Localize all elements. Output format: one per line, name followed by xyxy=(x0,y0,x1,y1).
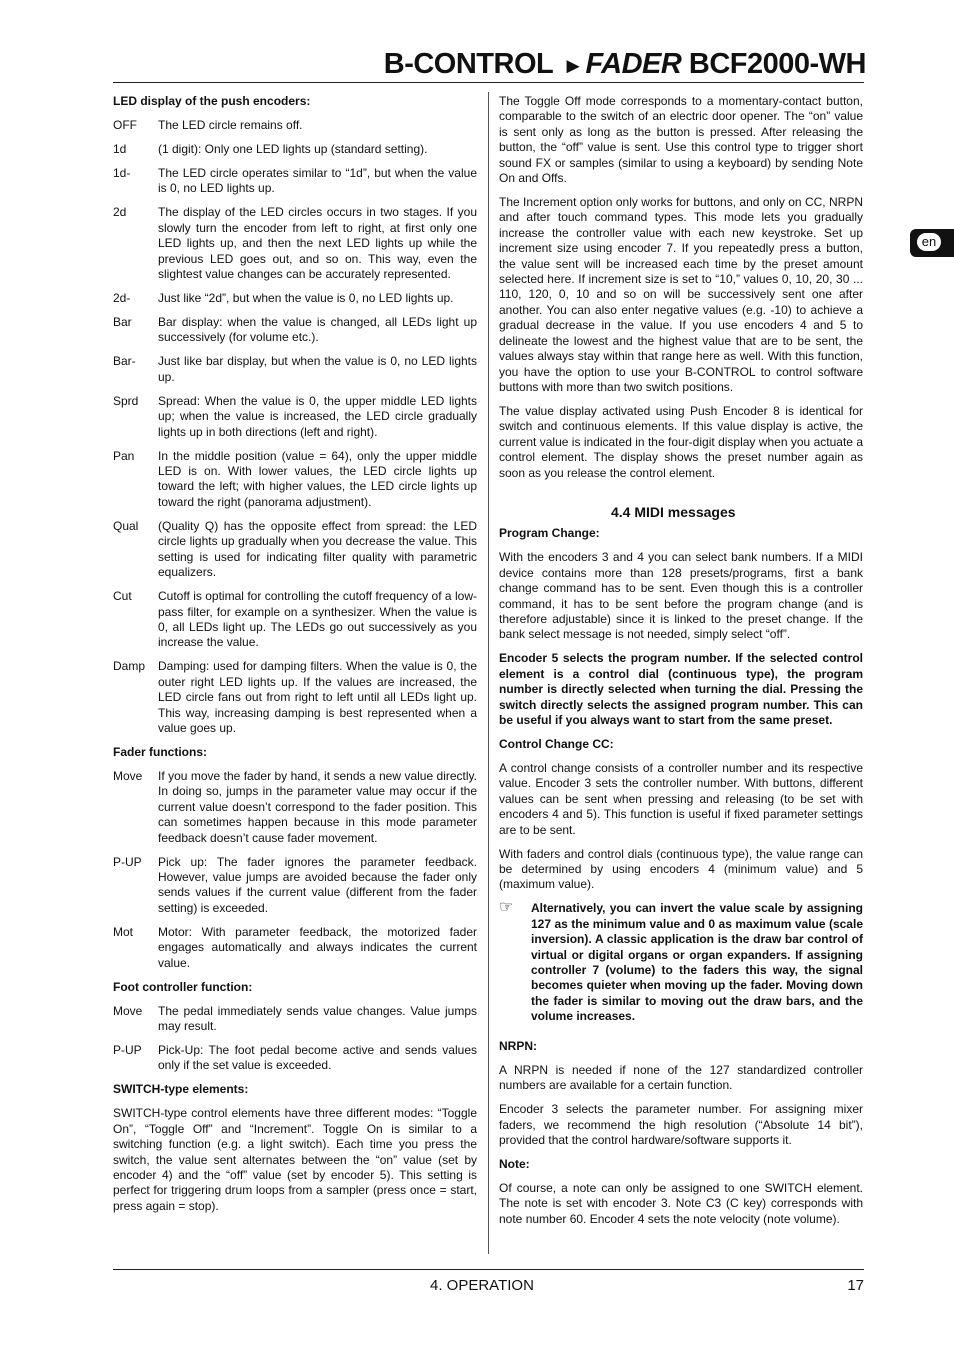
pointing-hand-icon: ☞ xyxy=(499,899,514,917)
program-change-heading: Program Change: xyxy=(499,526,600,541)
entry-description: Cutoff is optimal for controlling the cutoff frequency of a low-pass filter, for example on a synthesizer. When the value is 0, all LEDs light up. The LEDs go out successively as you increase the value. xyxy=(158,589,477,650)
footer-divider xyxy=(113,1269,864,1270)
fader-function-list xyxy=(113,769,477,971)
entry-description: Just like bar display, but when the value is 0, no LED lights up. xyxy=(158,354,477,384)
entry-term: 2d xyxy=(113,205,127,220)
program-change-bold: Encoder 5 selects the program number. If the selected control element is a control dial (continuous type), the program number is directly selected when turning the dial. Pressing the switch directly selects the assigned program number. This can be useful if you always want to start from the same preset. xyxy=(499,651,863,727)
control-change-text-2: With faders and control dials (continuous type), the value range can be determined by using encoders 4 (minimum value) and 5 (maximum value). xyxy=(499,846,863,892)
foot-controller-heading: Foot controller function: xyxy=(113,979,253,994)
entry-term: 1d- xyxy=(113,166,131,180)
entry-term: Move xyxy=(113,1003,143,1018)
column-divider xyxy=(488,92,489,1254)
definition-entry xyxy=(113,769,477,846)
switch-elements-text: SWITCH-type control elements have three different modes: “Toggle On”, “Toggle Off” and “Increment”. Toggle On is similar to a switching function (e.g. a light switch). Each time you press the switch, the value sent alternates between the “on” value (set by encoder 4) and the “off” value (set by encoder 5). This setting is perfect for triggering drum loops from a sampler (press once = start, press again = stop). xyxy=(113,1106,477,1213)
entry-description: Spread: When the value is 0, the upper middle LED lights up; when the value is increased, the LED circle gradually lights up in both directions (left and right). xyxy=(158,393,477,439)
right-column xyxy=(499,94,863,1236)
entry-description: Just like “2d”, but when the value is 0, no LED lights up. xyxy=(158,291,454,306)
switch-elements-heading: SWITCH-type elements: xyxy=(113,1082,249,1097)
program-change-text: With the encoders 3 and 4 you can select bank numbers. If a MIDI device contains more than 128 presets/programs, first a bank change command has to be sent. Even though this is a controller command, it has to be sent before the program change (and is therefore adjustable) since it is linked to the preset change. If the bank select message is not needed, simply select “off”. xyxy=(499,550,863,642)
control-change-text: A control change consists of a controller number and its respective value. Encoder 3 sets the controller number. With buttons, different values can be sent when pressing and releasing (to be set with encoders 4 and 5). This function is useful if fixed parameter settings are to be sent. xyxy=(499,761,863,837)
header-divider xyxy=(113,82,864,83)
entry-term: Cut xyxy=(113,589,132,604)
nrpn-text-2: Encoder 3 selects the parameter number. For assigning mixer faders, we recommend the high resolution (“Absolute 14 bit”), provided that the control hardware/software supports it. xyxy=(499,1102,863,1147)
entry-description: The LED circle remains off. xyxy=(158,118,303,132)
entry-description: The LED circle operates similar to “1d”, but when the value is 0, no LED lights up. xyxy=(158,166,477,196)
entry-description: (Quality Q) has the opposite effect from spread: the LED circle lights up gradually when you decrease the value. This setting is used for indicating filter quality with parametric equalizers. xyxy=(158,518,477,580)
entry-description: The display of the LED circles occurs in two stages. If you slowly turn the encoder from left to right, at first only one LED lights up, and then the next LED lights up while the previous LED goes out, and so on. This way, even the slightest value changes can be accurately represented. xyxy=(158,205,477,282)
language-tab xyxy=(910,229,954,257)
tip-note xyxy=(499,901,863,1024)
increment-paragraph: The Increment option only works for buttons, and only on CC, NRPN and after touch command types. This mode lets you gradually increase the controller value with each new keystroke. Set up increment size using encoder 7. If you repeatedly press a button, the value sent will be increased each time by the preset amount selected here. If increment size is set to “10,” values 0, 10, 20, 30 ... 110, 120, 0, 10 and so on will be successively sent one after another. You can also enter negative values (e.g. -10) to achieve a gradual decrease in the value. If you use encoders 4 and 5 to delineate the lowest and the highest value that are to be sent, the values always stay within that range here as well. With this function, you have the option to use your B-CONTROL to control software buttons with more than two switch positions. xyxy=(499,195,863,394)
entry-description: Bar display: when the value is changed, all LEDs light up successively (for volume etc.). xyxy=(158,315,477,345)
foot-function-list xyxy=(113,1004,477,1074)
definition-entry xyxy=(113,925,477,971)
entry-description: The pedal immediately sends value changes. Value jumps may result. xyxy=(158,1003,477,1033)
entry-term: Damp xyxy=(113,659,146,674)
arrow-icon: ► xyxy=(562,53,584,78)
entry-description: Damping: used for damping filters. When the value is 0, the outer right LED lights up. If the values are increased, the LED circle fans out from right to left until all LEDs light up. This way, increasing damping is best represented when a value goes up. xyxy=(158,659,477,735)
entry-term: P-UP xyxy=(113,1043,142,1057)
entry-term: Mot xyxy=(113,924,134,939)
definition-entry xyxy=(113,589,477,651)
entry-description: Pick-Up: The foot pedal become active and sends values only if the set value is exceeded. xyxy=(158,1043,477,1073)
language-label: en xyxy=(917,233,941,251)
entry-term: Sprd xyxy=(113,393,139,408)
entry-term: P-UP xyxy=(113,854,142,869)
entry-description: If you move the fader by hand, it sends a new value directly. In doing so, jumps in the parameter value may occur if the current value doesn’t correspond to the fader position. This can sometimes happen because in this mode parameter feedback doesn’t cause fader movement. xyxy=(158,768,477,845)
entry-term: 2d- xyxy=(113,291,131,306)
page-header-title xyxy=(384,48,866,81)
definition-entry xyxy=(113,855,477,917)
entry-description: In the middle position (value = 64), only the upper middle LED is on. With lower values, the LED circle lights up toward the left; with higher values, the LED circle lights up toward the right (panorama adjustment). xyxy=(158,448,477,509)
note-heading: Note: xyxy=(499,1156,530,1171)
entry-term: Qual xyxy=(113,518,139,533)
definition-entry xyxy=(113,166,477,197)
definition-entry xyxy=(113,394,477,440)
led-display-heading: LED display of the push encoders: xyxy=(113,94,311,108)
entry-term: Bar- xyxy=(113,354,136,369)
definition-entry xyxy=(113,291,477,306)
entry-term: Bar xyxy=(113,315,132,330)
section-title: 4.4 MIDI messages xyxy=(611,503,736,520)
entry-description: (1 digit): Only one LED lights up (standard setting). xyxy=(158,142,428,156)
control-change-heading: Control Change CC: xyxy=(499,737,614,751)
footer-section-label: 4. OPERATION xyxy=(430,1277,534,1294)
definition-entry xyxy=(113,315,477,346)
definition-entry xyxy=(113,449,477,511)
brand-name: B-CONTROL xyxy=(383,48,553,80)
definition-entry xyxy=(113,142,477,157)
fader-functions-heading: Fader functions: xyxy=(113,744,208,759)
definition-entry xyxy=(113,205,477,282)
entry-term: Move xyxy=(113,768,143,783)
page-number: 17 xyxy=(847,1277,864,1294)
definition-entry xyxy=(113,519,477,581)
entry-term: OFF xyxy=(113,118,137,132)
entry-description: Motor: With parameter feedback, the motorized fader engages automatically and always indicates the current value. xyxy=(158,924,477,970)
definition-entry xyxy=(113,1043,477,1074)
nrpn-heading: NRPN: xyxy=(499,1038,537,1053)
model-name: BCF2000-WH xyxy=(688,48,866,80)
value-display-paragraph: The value display activated using Push Encoder 8 is identical for switch and continuous elements. If this value display is active, the current value is indicated in the four-digit display when you actuate a control element. The display shows the preset number again as soon as you release the control element. xyxy=(499,403,863,480)
definition-entry xyxy=(113,659,477,736)
definition-entry xyxy=(113,118,477,133)
nrpn-text: A NRPN is needed if none of the 127 standardized controller numbers are available for a certain function. xyxy=(499,1062,863,1093)
entry-term: 1d xyxy=(113,142,127,156)
note-text: Of course, a note can only be assigned to one SWITCH element. The note is set with encoder 3. Note C3 (C key) corresponds with note number 60. Encoder 4 sets the note velocity (note volume). xyxy=(499,1180,863,1226)
definition-entry xyxy=(113,354,477,385)
product-name: FADER xyxy=(585,48,682,80)
entry-term: Pan xyxy=(113,448,135,463)
left-column xyxy=(113,94,477,1223)
led-mode-list xyxy=(113,118,477,736)
toggle-off-paragraph: The Toggle Off mode corresponds to a momentary-contact button, comparable to the switch of an electric door opener. The “on” value is sent only as long as the button is pressed. After releasing the button, the “off” value is sent. Use this control type to trigger short sound FX or samples (similar to using a keyboard) by sending Note On and Offs. xyxy=(499,94,863,186)
entry-description: Pick up: The fader ignores the parameter feedback. However, value jumps are avoided because the fader only sends values if the current value (different from the fader setting) is exceeded. xyxy=(158,854,477,915)
tip-note-text: Alternatively, you can invert the value scale by assigning 127 as the minimum value and 0 as maximum value (scale inversion). A classic application is the draw bar control of virtual or digital organs or organ expanders. If assigning controller 7 (volume) to the faders this way, the signal becomes quieter when moving up the fader. Moving down the fader is similar to moving out the draw bars, and the volume increases. xyxy=(531,901,863,1024)
definition-entry xyxy=(113,1004,477,1035)
